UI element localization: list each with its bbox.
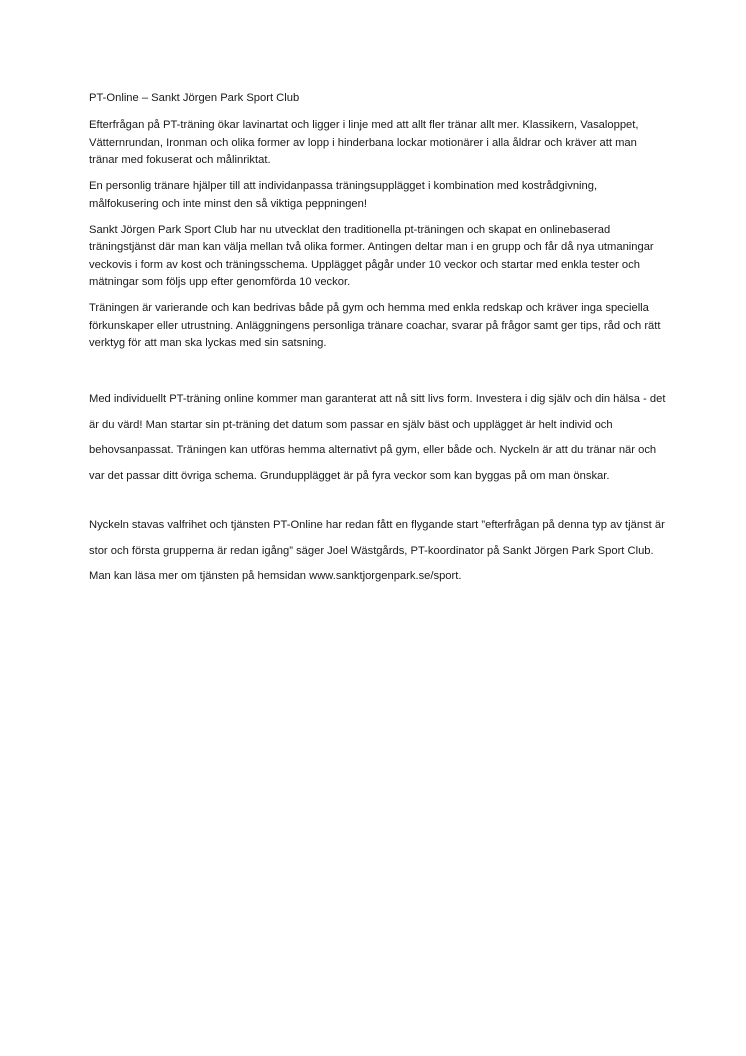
spacer — [89, 361, 669, 387]
document-title: PT-Online – Sankt Jörgen Park Sport Club — [89, 92, 300, 104]
paragraph-1: Efterfrågan på PT-träning ökar lavinartat och ligger i linje med att allt fler tränar allt mer. Klassikern, Vasaloppet, Vätternrundan, Ironman och olika former av lopp i hinderbana lockar motionärer i alla åldrar och kräver att man tränar med fokuserat och målinriktat. — [89, 119, 639, 166]
paragraph-3: Sankt Jörgen Park Sport Club har nu utvecklat den traditionella pt-träningen och skapat en onlinebaserad träningstjänst där man kan välja mellan två olika former. Antingen deltar man i en grupp och får då nya utmaningar veckovis i form av kost och träningsschema. Upplägget pågår under 10 veckor och startar med enkla tester och mätningar som följs upp efter genomförda 10 veckor. — [89, 223, 654, 288]
paragraph-6: Nyckeln stavas valfrihet och tjänsten PT-Online har redan fått en flygande start ”efterfrågan på denna typ av tjänst är stor och första grupperna är redan igång” säger Joel Wästgårds, PT-koordinator på Sankt Jörgen Park Sport Club. Man kan läsa mer om tjänsten på hemsidan www.sanktjorgenpark.se/sport. — [89, 519, 665, 582]
spacer — [89, 489, 669, 513]
paragraph-5: Med individuellt PT-träning online kommer man garanterat att nå sitt livs form. Investera i dig själv och din hälsa - det är du värd! Man startar sin pt-träning det datum som passar en själv bäst och upplägget är helt individ och behovsanpassat. Träningen kan utföras hemma alternativt på gym, eller både och. Nyckeln är att du tränar när och var det passar ditt övriga schema. Grundupplägget är på fyra veckor som kan byggas på om man önskar. — [89, 393, 666, 482]
document-body — [89, 90, 669, 590]
paragraph-4: Träningen är varierande och kan bedrivas både på gym och hemma med enkla redskap och kräver inga speciella förkunskaper eller utrustning. Anläggningens personliga tränare coachar, svarar på frågor samt ger tips, råd och rätt verktyg för att man ska lyckas med sin satsning. — [89, 302, 661, 349]
paragraph-2: En personlig tränare hjälper till att individanpassa träningsupplägget i kombination med kostrådgivning, målfokusering och inte minst den så viktiga peppningen! — [89, 180, 598, 210]
